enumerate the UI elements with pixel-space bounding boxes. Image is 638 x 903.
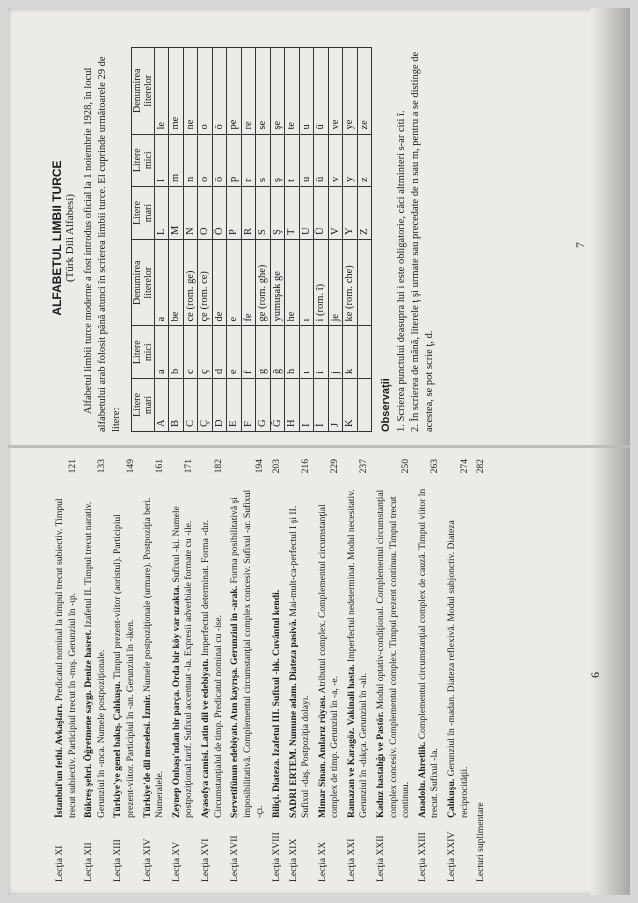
toc-topics: Izafetul II. Timpul trecut narativ. Gerunziul în -ınca. Numele postpoziţionale. [83, 501, 107, 818]
toc-extra-page: 282 [475, 459, 487, 474]
toc-topics: Imperfectul determinat. Forma -dır. Circumstanţialul de timp. Predicatul nominal cu -ise. [199, 520, 224, 818]
table-cell: ü [314, 48, 329, 135]
toc-lesson-label: Lecţia XIV [141, 838, 153, 882]
table-cell: ö [212, 134, 227, 186]
toc-description [417, 483, 442, 818]
toc-topics: Modul optativ-condiţional. Complementul circumstanţial complex concesiv. Complementul complex. Timpul prezent continuu. Timpul trecut continuu. [375, 489, 412, 818]
table-cell: B [169, 378, 184, 431]
table-cell: te [285, 48, 300, 135]
table-cell: be [169, 240, 184, 326]
table-cell: de [212, 240, 227, 326]
table-cell: ı [299, 240, 314, 326]
table-cell: l [154, 134, 169, 186]
table-cell: ke (rom. che) [343, 240, 358, 326]
table-cell: a [154, 326, 169, 378]
toc-lesson-label: Lecţia XIX [287, 838, 299, 882]
table-cell: f [241, 326, 256, 378]
toc-entry [200, 459, 225, 882]
table-row [241, 48, 256, 432]
toc-entry [229, 459, 267, 882]
toc-lesson-label: Lecţia XXI [345, 838, 357, 882]
table-row [154, 48, 169, 432]
toc-page-number: 171 [183, 459, 195, 474]
toc-entry [142, 459, 167, 882]
table-cell: m [169, 134, 184, 186]
toc-entry [171, 459, 196, 882]
table-cell: Ç [198, 378, 213, 431]
toc-extra-label: Lecturi suplimentare [475, 802, 487, 882]
table-cell: ç [198, 326, 213, 378]
table-cell: he [285, 240, 300, 326]
toc-title: Türkiye'de dil meselesi. İzmir. [141, 694, 153, 818]
table-cell: V [328, 187, 343, 240]
table-row [343, 48, 358, 432]
table-cell: k [343, 326, 358, 378]
table-cell: D [212, 378, 227, 431]
table-row [328, 48, 343, 432]
table-cell: n [183, 134, 198, 186]
toc-title: Ramazan ve Karagöz. Vakinali hasta. [345, 664, 357, 818]
table-cell: R [241, 187, 256, 240]
toc-description [54, 483, 79, 818]
table-cell: ye [343, 48, 358, 135]
table-cell: fe [241, 240, 256, 326]
table-row [256, 48, 271, 432]
table-cell: ö [212, 48, 227, 135]
table-cell: Ş [270, 187, 285, 240]
scanned-sheet [8, 8, 630, 895]
toc-entry [54, 459, 79, 882]
table-cell: g [256, 326, 271, 378]
table-cell: O [198, 187, 213, 240]
table-cell: Ü [314, 187, 329, 240]
toc-title: Çalıkuşu. [446, 778, 458, 818]
toc-page-number: 161 [154, 459, 166, 474]
toc-entry [317, 459, 342, 882]
toc-topics: Mai-mult-ca-perfectul I şi II. Sufixul -daş. Postpoziţia dolayı. [287, 505, 312, 818]
alphabet-table [131, 47, 373, 432]
table-row [198, 48, 213, 432]
observation-1: 1. Scrierea punctului deasupra lui i este obligatorie, căci altminteri s-ar citi î. [396, 110, 408, 432]
toc-page-number: 149 [124, 459, 136, 474]
table-cell: T [285, 187, 300, 240]
toc-entry [346, 459, 371, 882]
table-cell: pe [227, 48, 242, 135]
toc-page-number: 203 [270, 459, 282, 474]
toc-lesson-label: Lecţia XIII [112, 839, 124, 882]
toc-topics: Sufixul -ki. Numele postpoziţional tarif. Sufixul accentuat -la. Expresii adverbiale formate cu -ile. [170, 506, 195, 818]
header-cell: Litere mici [131, 134, 154, 186]
table-cell: ş [270, 134, 285, 186]
table-cell: Ö [212, 187, 227, 240]
table-cell: a [154, 240, 169, 326]
table-cell: E [227, 378, 242, 431]
toc-description [271, 483, 284, 818]
table-row [169, 48, 184, 432]
table-row [357, 48, 372, 432]
toc-title: Servetifünun edebiyatı. Atın kayrışa. Gerunziul în -arak. [229, 585, 241, 818]
table-cell: ge (rom. ghe) [256, 240, 271, 326]
toc-lesson-label: Lecţia XI [54, 845, 65, 882]
table-cell: o [198, 134, 213, 186]
toc-title: İstanbul'un fethi. Avkaşları. [54, 703, 65, 818]
toc-description [142, 483, 167, 818]
table-cell [357, 240, 372, 326]
table-of-contents [54, 459, 471, 882]
toc-topics: Complementul circumstanţial complex de cauză. Timpul viitor în trecut. Sufixul -la. [416, 488, 441, 818]
toc-page-number: 229 [329, 459, 341, 474]
toc-description [200, 483, 225, 818]
toc-description [112, 483, 137, 818]
table-cell: C [183, 378, 198, 431]
table-cell: v [328, 134, 343, 186]
toc-description [229, 483, 267, 818]
table-cell: ğ [270, 326, 285, 378]
table-cell: s [256, 134, 271, 186]
toc-lesson-label: Lecţia XXII [375, 835, 387, 882]
header-cell: Litere mari [131, 187, 154, 240]
page-subtitle: (Türk Dili Alfabesi) [64, 194, 76, 282]
table-cell: me [169, 48, 184, 135]
table-cell: Ğ [270, 378, 285, 431]
table-row [314, 48, 329, 432]
table-cell: çe (rom. ce) [198, 240, 213, 326]
header-cell: Litere mici [131, 326, 154, 378]
table-cell: r [241, 134, 256, 186]
table-cell: o [198, 48, 213, 135]
table-cell: N [183, 187, 198, 240]
table-cell: u [299, 48, 314, 135]
table-cell [357, 326, 372, 378]
toc-topics: Atributul complex. Complementul circumstanţial complex de timp. Gerunziul în -a, -e. [316, 504, 341, 818]
table-cell: ze [357, 48, 372, 135]
toc-description [288, 483, 313, 818]
table-row [285, 48, 300, 432]
page-number: 7 [573, 242, 587, 248]
toc-topics: Gerunziul în -madan. Diateza reflexivă. Modul subjonctiv. Diateza reciprocităţii. [446, 520, 470, 818]
table-cell: ü [314, 134, 329, 186]
table-cell: y [343, 134, 358, 186]
table-row [270, 48, 285, 432]
table-cell: Y [343, 187, 358, 240]
toc-topics: Numele postpoziţionale (urmare). Postpoziţia beri. Numeralele. [141, 497, 166, 818]
table-cell: L [154, 187, 169, 240]
toc-page-number: 237 [358, 459, 370, 474]
toc-description [346, 483, 371, 818]
table-cell: z [357, 134, 372, 186]
toc-description [375, 483, 413, 818]
toc-description [83, 483, 108, 818]
toc-entry [417, 459, 442, 882]
table-cell: le [154, 48, 169, 135]
toc-description [446, 483, 471, 818]
table-cell: je [328, 240, 343, 326]
table-cell: p [227, 134, 242, 186]
header-cell: Denumirea literelor [131, 240, 154, 326]
table-row [183, 48, 198, 432]
header-cell: Litere mari [131, 378, 154, 431]
table-cell: A [154, 378, 169, 431]
table-cell: b [169, 326, 184, 378]
toc-page-number: 182 [212, 459, 224, 474]
toc-page-number: 250 [400, 459, 412, 474]
table-header-row [131, 48, 154, 432]
toc-description [317, 483, 342, 818]
table-cell: i [314, 326, 329, 378]
table-cell: I [299, 378, 314, 431]
table-row [227, 48, 242, 432]
toc-description [171, 483, 196, 818]
table-cell: ı [299, 326, 314, 378]
table-row [212, 48, 227, 432]
toc-title: SADRI ERTEM. Numune adam. Diateza pasivă. [287, 618, 299, 818]
page-fold [8, 445, 630, 448]
toc-topics: Predicatul nominal la timpul trecut subiectiv. Timpul trecut subiectiv. Participiul trecut în -mış. Gerunziul în -ıp. [54, 498, 78, 818]
toc-extra-row [475, 459, 486, 882]
table-cell: c [183, 326, 198, 378]
toc-lesson-label: Lecţia XX [316, 841, 328, 882]
toc-title: Mimar Sinan. Anılarız rüyası. [316, 695, 328, 818]
table-cell: S [256, 187, 271, 240]
page-number: 6 [588, 672, 602, 678]
toc-page-number: 121 [66, 459, 78, 474]
table-cell: yumuşak ge [270, 240, 285, 326]
alphabet-table-body [154, 48, 372, 432]
toc-lesson-label: Lecţia XVI [199, 838, 211, 882]
table-cell: ne [183, 48, 198, 135]
page-alphabet [48, 38, 608, 438]
table-cell: J [328, 378, 343, 431]
toc-title: Zeynep Onbaşı'ndan bir parça. Orda bir köy var uzakta. [170, 585, 182, 818]
table-cell: j [328, 326, 343, 378]
table-cell: İ [314, 378, 329, 431]
table-cell: i (rom. î) [314, 240, 329, 326]
table-cell: G [256, 378, 271, 431]
toc-topics: Timpul prezent-viitor (aoristul). Participiul prezent-viitor. Participiul în -an. Gerunziul în -iken. [112, 514, 136, 818]
toc-title: Türkiye'ye genel bakış. Çalıkuşu. [112, 681, 124, 818]
table-cell: Z [357, 187, 372, 240]
page-contents [48, 453, 608, 888]
observations-heading: Observaţii [380, 378, 393, 432]
toc-entry [375, 459, 413, 882]
toc-title: Bükreş şehri. Öğretmene saygı. Denize hasret. [83, 629, 95, 818]
toc-lesson-label: Lecţia XXIII [416, 832, 428, 882]
table-cell: şe [270, 48, 285, 135]
toc-page-number: 133 [95, 459, 107, 474]
toc-page-number: 194 [254, 459, 266, 474]
toc-title: Ayasofya camisi. Latin dil ve edebiyatı. [199, 658, 211, 818]
toc-topics: Forma posibilitativă şi imposibilitativă. Complementul circumstanţial complex concesiv. Sufixul -ar. Sufixul -çı. [229, 489, 266, 818]
table-cell: t [285, 134, 300, 186]
table-cell: u [299, 134, 314, 186]
table-cell: K [343, 378, 358, 431]
table-cell: F [241, 378, 256, 431]
toc-lesson-label: Lecţia XII [83, 842, 95, 882]
toc-page-number: 274 [458, 459, 470, 474]
intro-paragraph: Alfabetul limbii turce moderne a fost introdus oficial la 1 noiembrie 1928, în locul alfabetului arab folosit până atunci în scrierea limbii turce. El cuprinde următoarele 29 de litere: [83, 56, 123, 432]
toc-lesson-label: Lecţia XVIII [270, 832, 282, 882]
toc-lesson-label: Lecţia XV [170, 841, 182, 882]
toc-lesson-label: Lecţia XXIV [446, 831, 458, 882]
table-cell: ce (rom. ge) [183, 240, 198, 326]
toc-title: Anadolu. Ahretlik. [416, 741, 428, 818]
toc-title: Kadıız hastalığı ve Pastör. [375, 711, 387, 818]
table-cell: re [241, 48, 256, 135]
table-cell: U [299, 187, 314, 240]
table-cell: P [227, 187, 242, 240]
header-cell: Denumirea literelor [131, 48, 154, 135]
toc-entry [271, 459, 284, 882]
toc-entry [83, 459, 108, 882]
toc-entry [446, 459, 471, 882]
table-cell: M [169, 187, 184, 240]
table-cell: ve [328, 48, 343, 135]
table-cell: d [212, 326, 227, 378]
table-cell: e [227, 240, 242, 326]
toc-title: Biliçi. Diateza. Izafetul III. Sufixul -lık. Cuvântul kendi. [270, 589, 282, 818]
toc-entry [112, 459, 137, 882]
table-cell: h [285, 326, 300, 378]
table-cell: e [227, 326, 242, 378]
toc-lesson-label: Lecţia XVII [229, 835, 241, 882]
table-cell: se [256, 48, 271, 135]
toc-entry [288, 459, 313, 882]
page-title: ALFABETUL LIMBII TURCE [50, 160, 64, 316]
toc-topics: Imperfectul nedeterminat. Modul necesitativ. Gerunziul în -dıkça. Gerunziul în -alı. [345, 489, 370, 818]
table-cell: H [285, 378, 300, 431]
observation-2: 2. În scrierea de mână, literele ţ şi urmate sau precedate de n sau m, pentru a se distinge de acestea, se pot scrie ţ, d. [410, 51, 436, 432]
table-cell [357, 378, 372, 431]
toc-page-number: 263 [429, 459, 441, 474]
table-row [299, 48, 314, 432]
toc-page-number: 216 [300, 459, 312, 474]
